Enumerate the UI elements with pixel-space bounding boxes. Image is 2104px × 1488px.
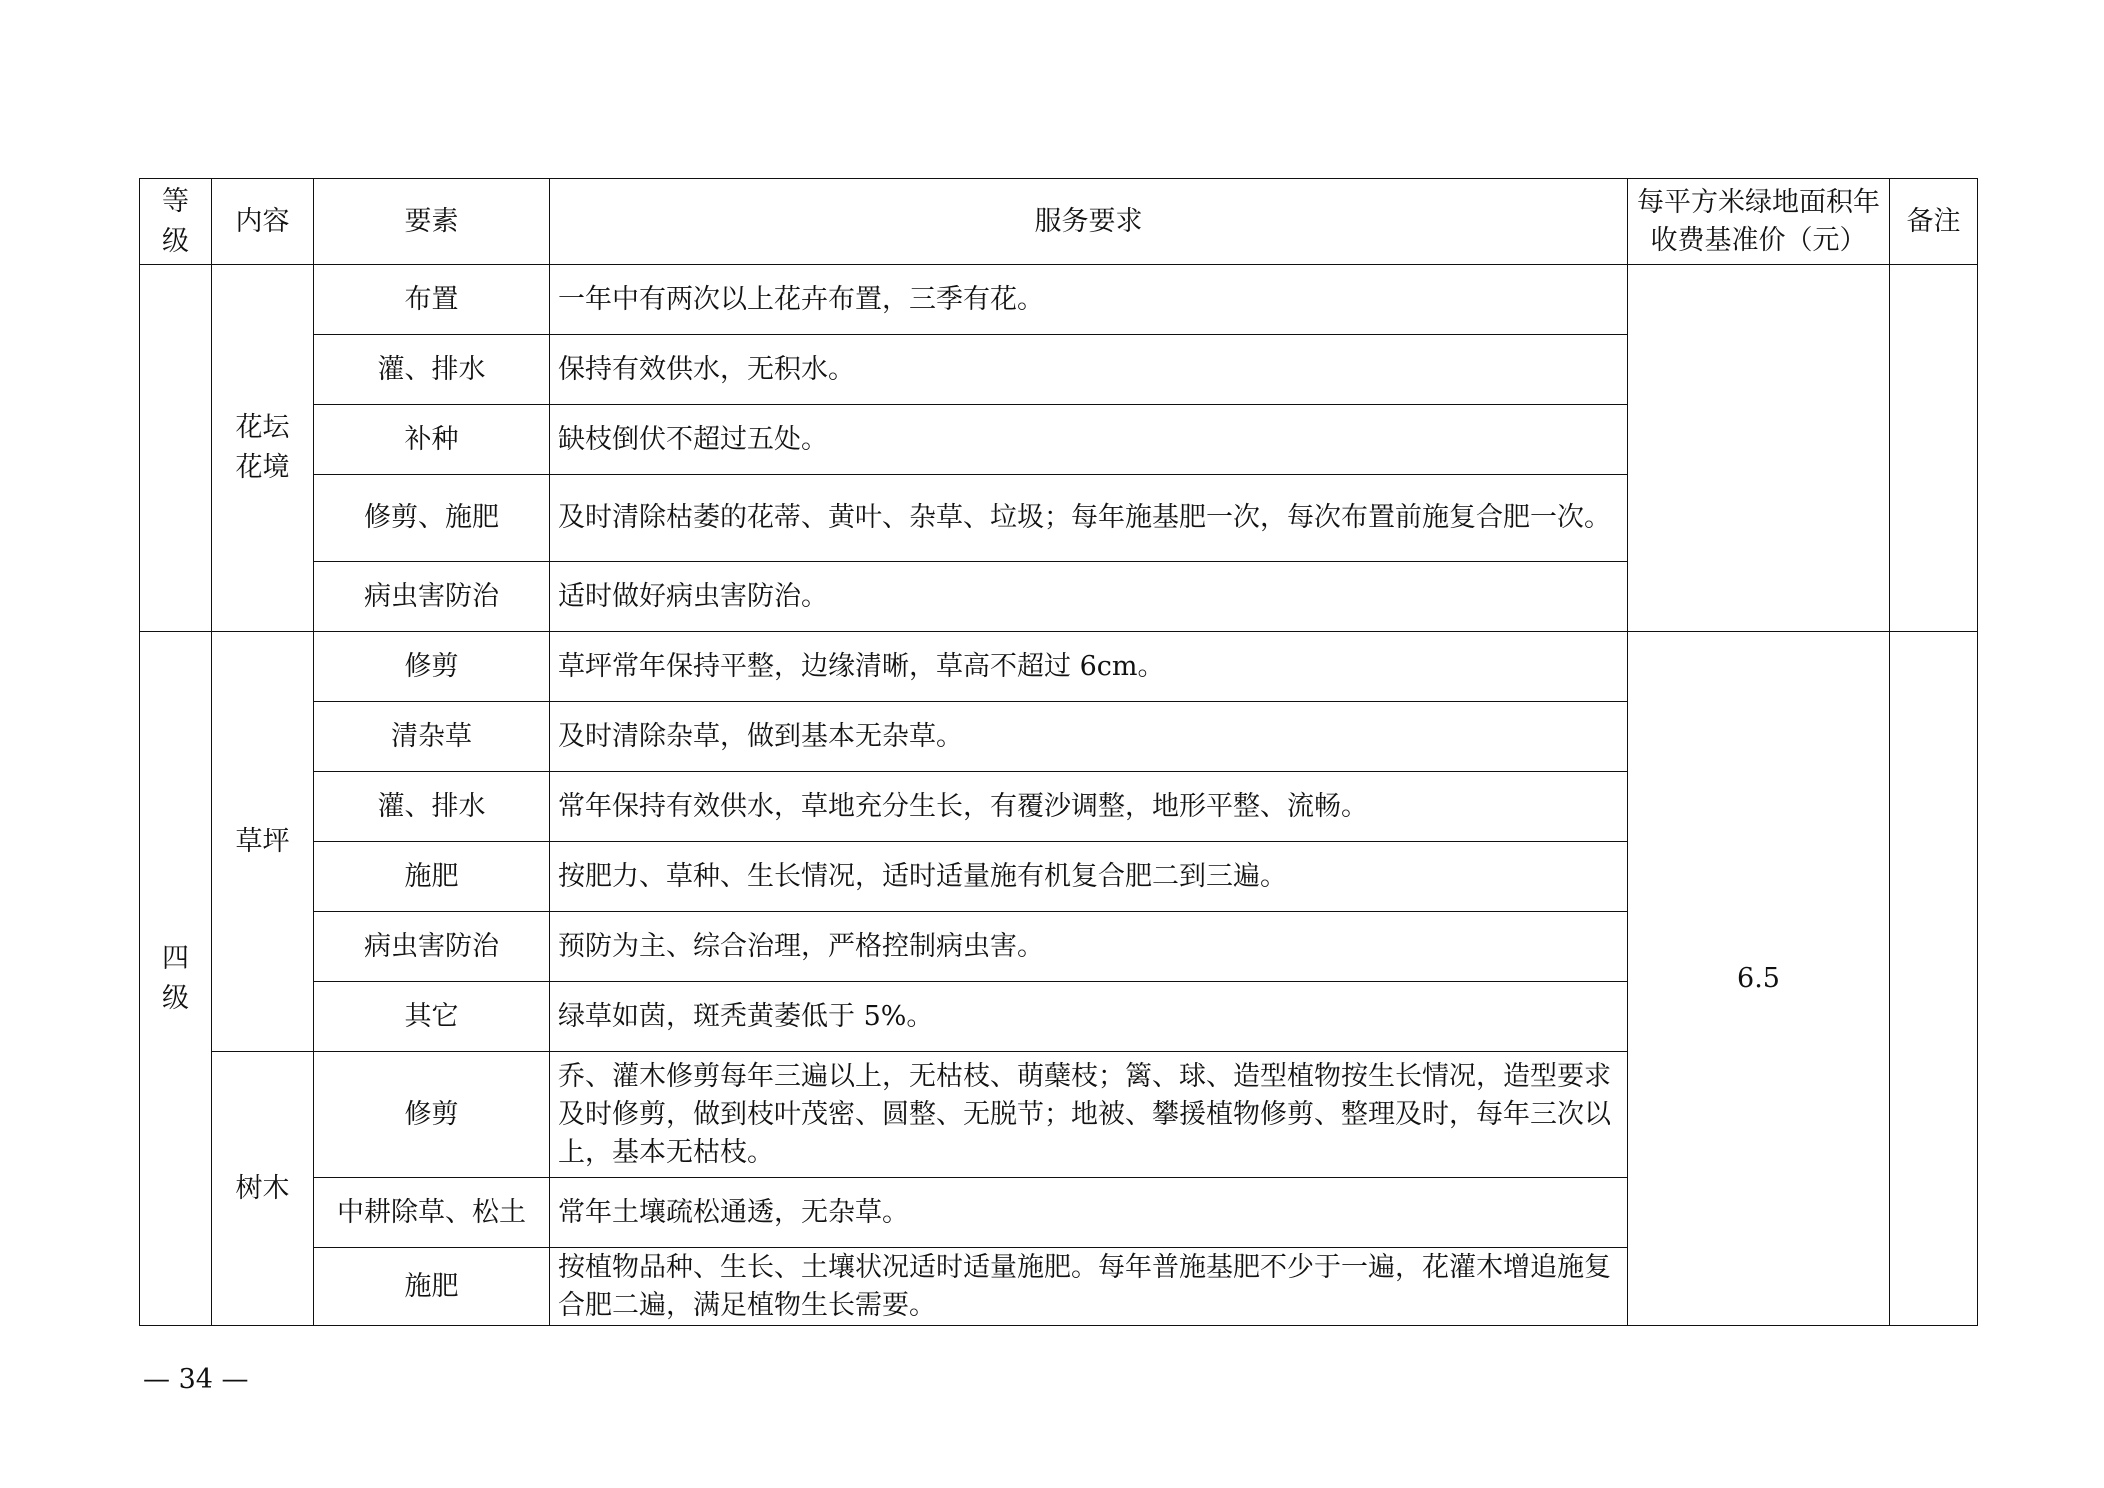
- content-cell: 草坪: [212, 632, 314, 1052]
- requirement-cell: 草坪常年保持平整，边缘清晰，草高不超过 6cm。: [550, 632, 1628, 702]
- element-cell: 病虫害防治: [314, 562, 550, 632]
- header-row: [140, 179, 1978, 265]
- table-row: [140, 265, 1978, 335]
- element-cell: 补种: [314, 405, 550, 475]
- element-cell: 清杂草: [314, 702, 550, 772]
- requirement-cell: 按植物品种、生长、土壤状况适时适量施肥。每年普施基肥不少于一遍，花灌木增追施复合肥二遍，满足植物生长需要。: [550, 1248, 1628, 1326]
- element-cell: 施肥: [314, 1248, 550, 1326]
- element-cell: 修剪、施肥: [314, 475, 550, 562]
- requirement-cell: 一年中有两次以上花卉布置，三季有花。: [550, 265, 1628, 335]
- level-cell-empty: [140, 265, 212, 632]
- requirement-cell: 适时做好病虫害防治。: [550, 562, 1628, 632]
- requirement-cell: 绿草如茵，斑秃黄萎低于 5%。: [550, 982, 1628, 1052]
- element-cell: 施肥: [314, 842, 550, 912]
- content-cell: 花坛花境: [212, 265, 314, 632]
- requirement-cell: 缺枝倒伏不超过五处。: [550, 405, 1628, 475]
- header-requirement: 服务要求: [550, 179, 1628, 265]
- header-content: 内容: [212, 179, 314, 265]
- requirement-cell: 常年土壤疏松通透，无杂草。: [550, 1178, 1628, 1248]
- element-cell: 其它: [314, 982, 550, 1052]
- remark-cell: [1890, 632, 1978, 1326]
- remark-cell-empty: [1890, 265, 1978, 632]
- element-cell: 修剪: [314, 632, 550, 702]
- page-number: — 34 —: [143, 1364, 249, 1395]
- content-cell: 树木: [212, 1052, 314, 1326]
- requirement-cell: 乔、灌木修剪每年三遍以上，无枯枝、萌蘖枝；篱、球、造型植物按生长情况，造型要求及时修剪，做到枝叶茂密、圆整、无脱节；地被、攀援植物修剪、整理及时，每年三次以上，基本无枯枝。: [550, 1052, 1628, 1178]
- element-cell: 中耕除草、松土: [314, 1178, 550, 1248]
- requirement-cell: 预防为主、综合治理，严格控制病虫害。: [550, 912, 1628, 982]
- element-cell: 灌、排水: [314, 772, 550, 842]
- price-cell-empty: [1628, 265, 1890, 632]
- element-cell: 修剪: [314, 1052, 550, 1178]
- requirement-cell: 常年保持有效供水，草地充分生长，有覆沙调整，地形平整、流畅。: [550, 772, 1628, 842]
- level-cell: 四级: [140, 632, 212, 1326]
- header-price: 每平方米绿地面积年收费基准价（元）: [1628, 179, 1890, 265]
- element-cell: 病虫害防治: [314, 912, 550, 982]
- requirement-cell: 保持有效供水，无积水。: [550, 335, 1628, 405]
- header-remark: 备注: [1890, 179, 1978, 265]
- element-cell: 布置: [314, 265, 550, 335]
- element-cell: 灌、排水: [314, 335, 550, 405]
- table-row: [140, 632, 1978, 702]
- service-standard-table: [139, 178, 1978, 1326]
- requirement-cell: 按肥力、草种、生长情况，适时适量施有机复合肥二到三遍。: [550, 842, 1628, 912]
- header-level: 等级: [140, 179, 212, 265]
- header-element: 要素: [314, 179, 550, 265]
- requirement-cell: 及时清除枯萎的花蒂、黄叶、杂草、垃圾；每年施基肥一次，每次布置前施复合肥一次。: [550, 475, 1628, 562]
- price-cell: 6.5: [1628, 632, 1890, 1326]
- requirement-cell: 及时清除杂草，做到基本无杂草。: [550, 702, 1628, 772]
